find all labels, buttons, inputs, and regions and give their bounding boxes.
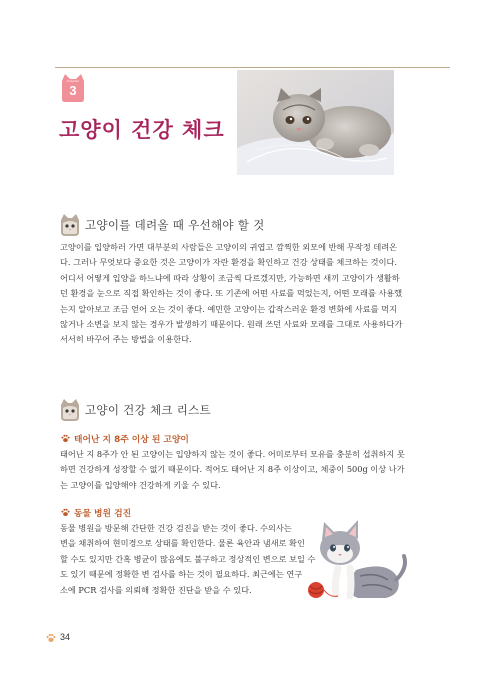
chapter-label: chapter (66, 79, 80, 83)
page-title: 고양이 건강 체크 (59, 118, 225, 142)
paw-icon (46, 633, 56, 643)
text-line: 태어난 지 8주가 안 된 고양이는 입양하지 않는 것이 좋다. 어미로부터 모유를 충분히 섭취하지 못 (60, 449, 405, 459)
chapter-badge (60, 73, 86, 103)
text-line: 할 수도 있지만 간혹 병균이 많음에도 불구하고 정상적인 변으로 보일 수 (60, 553, 316, 564)
header-rule (55, 67, 450, 68)
page-number: 34 (60, 632, 71, 642)
chapter-number: 3 (69, 83, 77, 98)
text-line: 어디서 어떻게 입양을 하느냐에 따라 상황이 조금씩 다르겠지만, 가능하면 새끼 고양이가 생활하 (60, 272, 400, 283)
text-line: 는 고양이를 입양해야 건강하게 키울 수 있다. (60, 479, 221, 490)
text-line: 던 환경을 눈으로 직접 확인하는 것이 좋다. 또 기존에 어떤 사료를 먹었는지, 어떤 모래를 사용했 (60, 288, 403, 299)
text-line: 는지 알아보고 조금 얻어 오는 것이 좋다. 예민한 고양이는 갑작스러운 환경 변화에 사료를 먹지 (60, 303, 397, 314)
section-heading-adoption (58, 212, 265, 238)
subheading-8weeks (61, 432, 189, 445)
text-line: 않거나 소변을 보지 않는 경우가 발생하기 때문이다. 원래 쓰던 사료와 모래를 그대로 사용하다가 (60, 319, 403, 330)
8weeks-paragraph (60, 447, 405, 493)
text-line: 하면 건강하게 성장할 수 없기 때문이다. 적어도 태어난 지 8주 이상이고, 체중이 500g 이상 나가 (60, 464, 405, 475)
section-heading-checklist (58, 397, 211, 423)
subheading-text: 태어난 지 8주 이상 된 고양이 (74, 435, 189, 445)
adoption-paragraph (60, 240, 403, 348)
text-line: 고양이를 입양하러 가면 대부분의 사람들은 고양이의 귀엽고 깜찍한 외모에 반해 무작정 데려온 (60, 242, 398, 252)
subheading-text: 동물 병원 검진 (74, 509, 132, 519)
paw-icon (61, 508, 70, 517)
text-line: 도 있기 때문에 정확한 변 검사를 하는 것이 필요하다. 최근에는 연구 (60, 569, 303, 580)
text-line: 동물 병원을 방문해 간단한 건강 검진을 받는 것이 좋다. 수의사는 (60, 523, 292, 533)
kitten-photo (237, 70, 394, 175)
kitten-with-yarn-illustration (298, 510, 408, 605)
text-line: 변을 채취하여 현미경으로 상태를 확인한다. 물론 육안과 냄새로 확인 (60, 538, 305, 549)
cat-face-icon (58, 398, 82, 422)
section-heading-text: 고양이를 데려올 때 우선해야 할 것 (85, 218, 265, 232)
text-line: 서서히 바꾸어 주는 방법을 이용한다. (60, 334, 192, 345)
text-line: 다. 그러나 무엇보다 중요한 것은 고양이가 자란 환경을 확인하고 건강 상태를 체크하는 것이다. (60, 257, 397, 268)
section-heading-text: 고양이 건강 체크 리스트 (85, 403, 211, 417)
text-line: 소에 PCR 검사를 의뢰해 정확한 진단을 받을 수 있다. (60, 584, 252, 595)
paw-icon (61, 434, 70, 443)
vet-paragraph (60, 521, 316, 598)
cat-face-icon (58, 213, 82, 237)
subheading-vet-checkup (61, 506, 131, 519)
